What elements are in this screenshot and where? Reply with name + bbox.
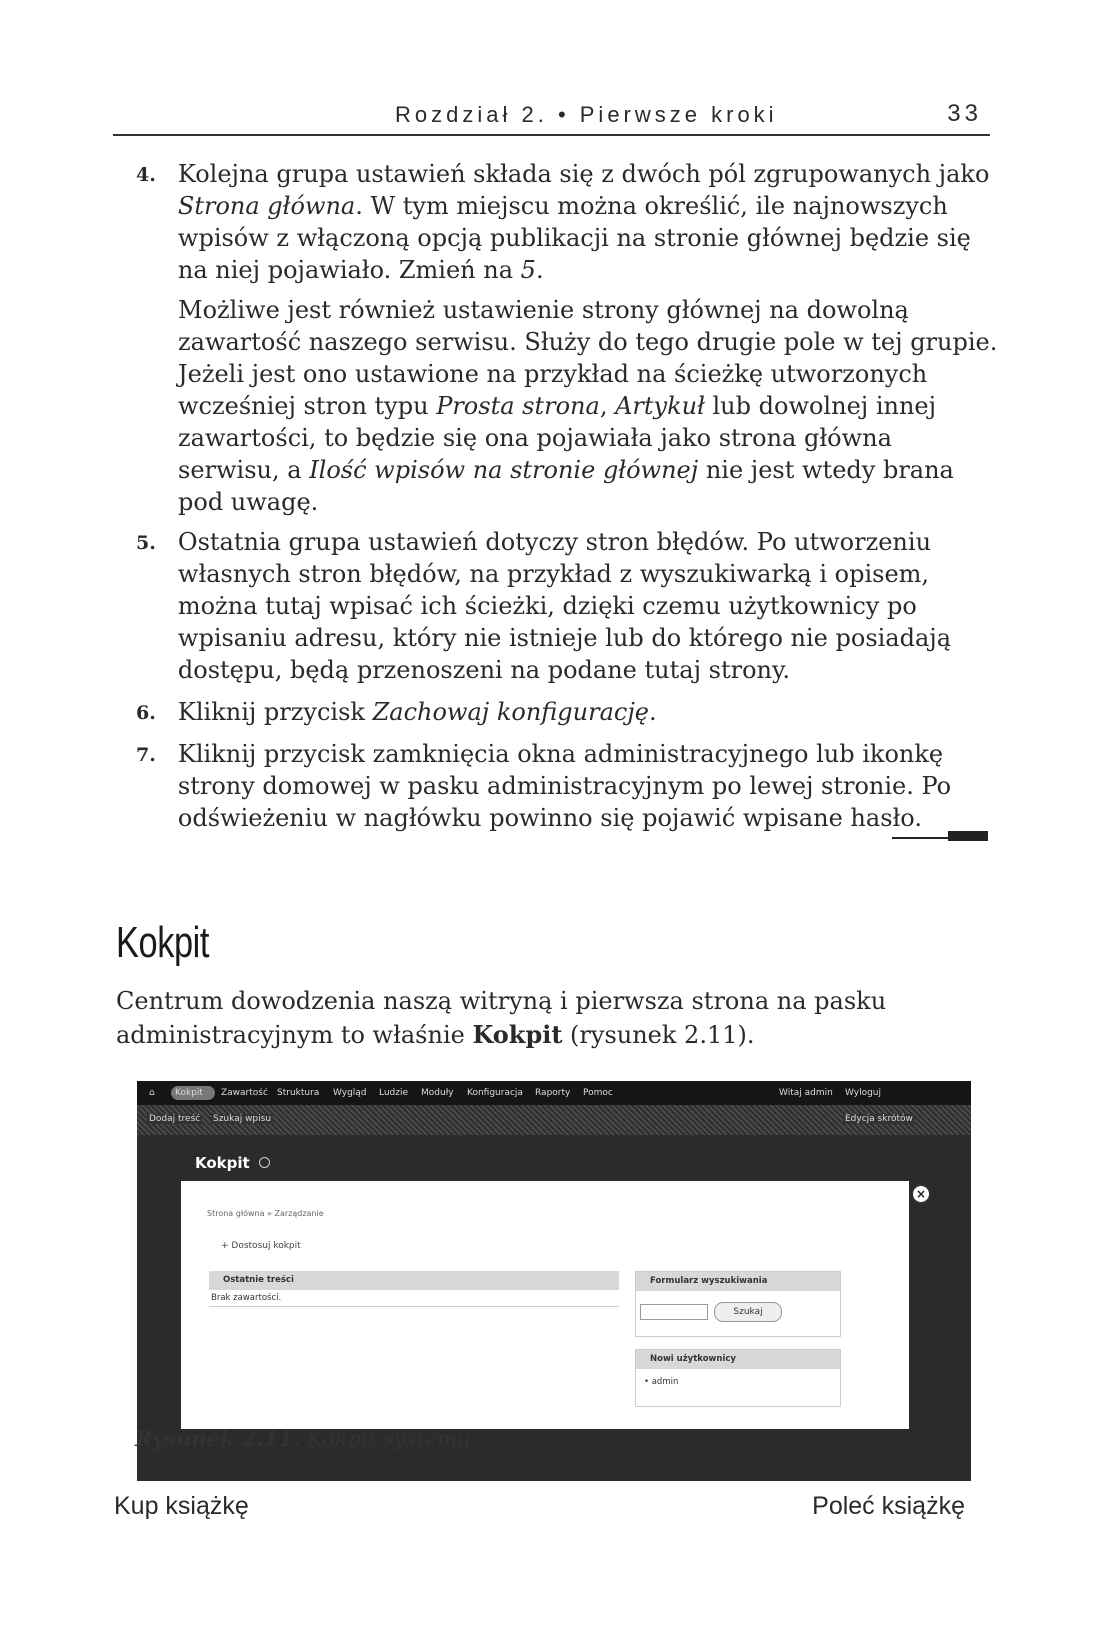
recommend-book-link[interactable]: Poleć książkę xyxy=(812,1492,965,1520)
dashboard-screenshot xyxy=(137,1081,971,1481)
italic-term: Zachowaj konfigurację xyxy=(372,698,649,726)
text-run: Ostatnia grupa ustawień dotyczy stron błędów. Po utworzeniu własnych stron błędów, na przykład z wyszukiwarką i opisem, można tutaj wpisać ich ścieżki, dzięki czemu użytkownicy po wpisaniu adresu, który nie istnieje lub do którego nie posiadają dostępu, będą przenoszeni na podane tutaj strony. xyxy=(177,528,952,684)
text-run: , xyxy=(599,392,616,420)
recent-content-title: Ostatnie treści xyxy=(209,1271,619,1290)
running-header xyxy=(113,96,990,136)
user-list-item[interactable]: • admin xyxy=(644,1377,679,1387)
logout-link[interactable]: Wyloguj xyxy=(845,1088,881,1098)
italic-term: 5 xyxy=(520,256,536,284)
home-icon[interactable]: ⌂ xyxy=(149,1088,155,1098)
caption-text: Kokpit systemu xyxy=(307,1427,471,1451)
edit-shortcuts-link[interactable]: Edycja skrótów xyxy=(845,1114,913,1124)
step-number: 7. xyxy=(136,744,156,766)
italic-term: Prosta strona xyxy=(436,392,600,420)
user-name: admin xyxy=(651,1377,679,1387)
step-number: 4. xyxy=(136,164,156,186)
search-block-title: Formularz wyszukiwania xyxy=(636,1272,840,1291)
steps-list xyxy=(136,158,996,844)
plus-icon: + xyxy=(221,1241,232,1251)
customize-label: Dostosuj kokpit xyxy=(231,1241,301,1251)
end-mark-thick xyxy=(948,831,988,841)
toolbar-item[interactable]: Pomoc xyxy=(583,1088,613,1098)
caption-label: Rysunek 2.11. xyxy=(135,1426,301,1451)
text-run: . xyxy=(648,698,657,726)
toolbar-item[interactable]: Struktura xyxy=(277,1088,320,1098)
text-run: Kliknij przycisk zamknięcia okna administracyjnego lub ikonkę strony domowej w pasku administracyjnym po lewej stronie. Po odświeżeniu w nagłówku powinno się pojawić wpisane hasło. xyxy=(177,740,952,832)
recent-content-block xyxy=(209,1271,619,1307)
figure-caption xyxy=(135,1426,471,1451)
toolbar-item[interactable]: Moduły xyxy=(421,1088,454,1098)
step-item xyxy=(136,158,996,286)
italic-term: Artykuł xyxy=(615,392,705,420)
intro-text-after: (rysunek 2.11). xyxy=(562,1021,755,1049)
search-button[interactable]: Szukaj xyxy=(714,1302,782,1322)
customize-dashboard-link[interactable] xyxy=(221,1241,301,1251)
shortcut-item[interactable]: Dodaj treść xyxy=(149,1114,201,1124)
step-text xyxy=(178,696,996,728)
breadcrumb[interactable]: Strona główna » Zarządzanie xyxy=(207,1209,324,1218)
welcome-link[interactable]: Witaj admin xyxy=(779,1088,833,1098)
end-mark-thin xyxy=(892,837,948,839)
text-run: Kolejna grupa ustawień składa się z dwóch pól zgrupowanych jako xyxy=(177,160,990,188)
step-extra-paragraph xyxy=(178,294,998,518)
toolbar-item[interactable]: Konfiguracja xyxy=(467,1088,523,1098)
step-number: 6. xyxy=(136,702,156,724)
close-icon[interactable]: × xyxy=(911,1184,931,1204)
search-input[interactable] xyxy=(640,1304,708,1320)
settings-icon[interactable] xyxy=(259,1157,270,1168)
italic-term: Strona główna xyxy=(177,192,356,220)
new-users-title: Nowi użytkownicy xyxy=(636,1350,840,1369)
step-item xyxy=(136,738,996,834)
text-run: . W tym miejscu można określić, ile najnowszych wpisów z włączoną opcją publikacji na stronie głównej będzie się na niej pojawiało. Zmień na xyxy=(177,192,971,284)
shortcut-item[interactable]: Szukaj wpisu xyxy=(213,1114,272,1124)
toolbar-item[interactable]: Wygląd xyxy=(333,1088,367,1098)
toolbar-item[interactable]: Kokpit xyxy=(175,1088,203,1098)
step-item xyxy=(136,526,996,686)
step-number: 5. xyxy=(136,532,156,554)
toolbar-item[interactable]: Raporty xyxy=(535,1088,571,1098)
text-run: Możliwe jest również ustawienie strony głównej na dowolną zawartość naszego serwisu. Służy do tego drugie pole w tej grupie. Jeżeli jest ono ustawione na przykład na ścieżkę utworzonych wcześniej stron typu xyxy=(178,296,998,420)
text-run: nie jest wtedy brana pod uwagę. xyxy=(178,456,954,516)
step-text xyxy=(178,158,996,286)
dashboard-content xyxy=(181,1181,909,1429)
page-number: 33 xyxy=(947,100,982,127)
recent-content-empty: Brak zawartości. xyxy=(209,1290,619,1307)
toolbar-item[interactable]: Ludzie xyxy=(379,1088,409,1098)
step-text xyxy=(178,738,996,834)
chapter-title: Rozdział 2. • Pierwsze kroki xyxy=(395,102,778,127)
text-run: . xyxy=(535,256,544,284)
intro-paragraph xyxy=(116,984,986,1052)
section-end-mark xyxy=(892,831,988,839)
step-text xyxy=(178,526,996,686)
panel-title: Kokpit xyxy=(195,1154,250,1172)
shortcut-bar xyxy=(137,1105,971,1135)
new-users-block xyxy=(635,1349,841,1407)
text-run: lub dowolnej innej zawartości, to będzie się ona pojawiała jako strona główna serwisu, a xyxy=(178,392,937,484)
italic-term: Ilość wpisów na stronie głównej xyxy=(309,456,699,484)
section-heading: Kokpit xyxy=(116,918,210,967)
toolbar-item[interactable]: Zawartość xyxy=(221,1088,268,1098)
text-run: Kliknij przycisk xyxy=(177,698,373,726)
search-block xyxy=(635,1271,841,1337)
intro-text-before: Centrum dowodzenia naszą witryną i pierwsza strona na pasku administracyjnym to właśnie xyxy=(116,987,887,1049)
buy-book-link[interactable]: Kup książkę xyxy=(114,1492,249,1520)
admin-toolbar xyxy=(137,1081,971,1105)
step-item xyxy=(136,696,996,728)
intro-bold: Kokpit xyxy=(472,1020,563,1049)
